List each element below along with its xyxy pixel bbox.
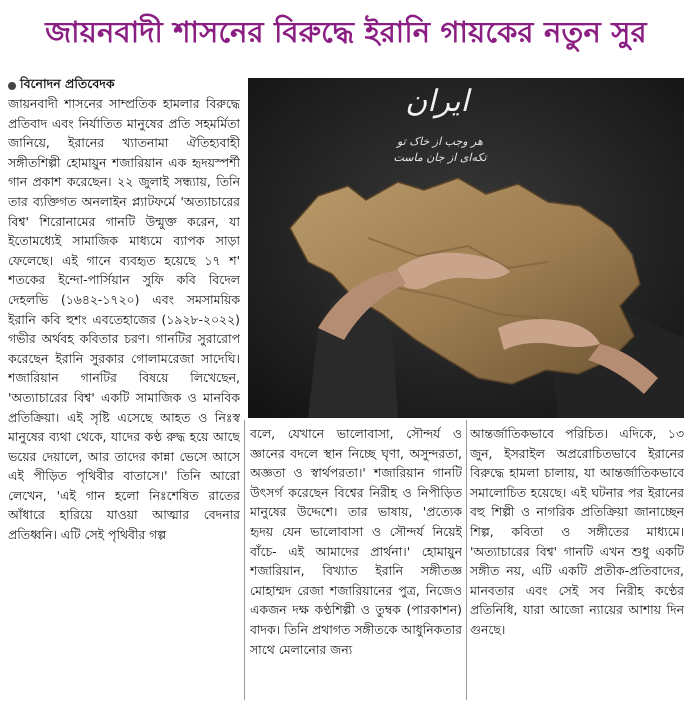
headline: জায়নবাদী শাসনের বিরুদ্ধে ইরানি গায়কের নতুন সুর bbox=[45, 14, 647, 49]
poem-line-1: هر وجب از خاک تو bbox=[397, 135, 483, 148]
poem-line-2: تکه‌ای از جان ماست bbox=[393, 151, 487, 164]
iran-map-embrace-illustration bbox=[248, 78, 684, 418]
article-text-1: জায়নবাদী শাসনের সাম্প্রতিক হামলার বিরুদ্ধে প্রতিবাদ এবং নির্যাতিত মানুষের প্রতি সহমর্মিতা জানিয়ে, ইরানের খ্যাতনামা ঐতিহ্যবাহী সঙ্গীতশিল্পী হোমায়ুন শজারিয়ান এক হৃদয়স্পর্শী গান প্রকাশ করেছেন। ২২ জুলাই সন্ধ্যায়, তিনি তার ব্যক্তিগত অনলাইন প্ল্যাটফর্মে 'অত্যাচারের বিশ্ব' শিরোনামের গানটি উন্মুক্ত করেন, যা ইতোমধ্যেই সামাজিক মাধ্যমে ব্যাপক সাড়া ফেলেছে। এই গানে ব্যবহৃত হয়েছে ১৭ শ' শতকের ইন্দো-পার্সিয়ান সুফি কবি বিদেল দেহলভি (১৬৪২-১৭২০) এবং সমসাময়িক ইরানি কবি হুশং এবতেহাজের (১৯২৮-২০২২) গভীর অর্থবহ কবিতার চরণ। গানটির সুরারোপ করেছেন ইরানি সুরকার গোলামরেজা সাদেঘি। শজারিয়ান গানটির বিষয়ে লিখেছেন, 'অত্যাচারের বিশ্ব' একটি সামাজিক ও মানবিক প্রতিক্রিয়া। এই সৃষ্টি এসেছে আহত ও নিঃস্ব মানুষের ব্যথা থেকে, যাদের কণ্ঠ রুদ্ধ হয়ে আছে ভয়ের দেয়ালে, আর তাদের কান্না ভেসে আসে এই পীড়িত পৃথিবীর বাতাসে।' তিনি আরো লেখেন, 'এই গান হলো নিঃশেষিত রাতের আঁধারে হারিয়ে যাওয়া আত্মার বেদনার প্রতিধ্বনি। এটি সেই পৃথিবীর গল্প bbox=[8, 96, 240, 543]
article-column-3 bbox=[470, 424, 684, 697]
article-column-1 bbox=[8, 94, 240, 697]
article-photo bbox=[248, 78, 684, 418]
byline-text: বিনোদন প্রতিবেদক bbox=[20, 76, 115, 91]
column-divider-2 bbox=[466, 420, 467, 700]
article-column-2 bbox=[250, 424, 462, 697]
article-text-2: বলে, যেখানে ভালোবাসা, সৌন্দর্য ও জ্ঞানের বদলে স্থান নিচ্ছে ঘৃণা, অসুন্দরতা, অজ্ঞতা ও স্বার্থপরতা।' শজারিয়ান গানটি উৎসর্গ করেছেন বিশ্বের নিরীহ ও নিপীড়িত মানুষের উদ্দেশে। তার ভাষায়, 'প্রত্যেক হৃদয় যেন ভালোবাসা ও সৌন্দর্য নিয়েই বাঁচে- এই আমাদের প্রার্থনা।' হোমায়ুন শজারিয়ান, বিখ্যাত ইরানি সঙ্গীতজ্ঞ মোহাম্মদ রেজা শজারিয়ানের পুত্র, নিজেও একজন দক্ষ কণ্ঠশিল্পী ও তুম্বক (পারকাশন) বাদক। তিনি প্রথাগত সঙ্গীতকে আধুনিকতার সাথে মেলানোর জন্য bbox=[250, 426, 462, 657]
article-text-3: আন্তর্জাতিকভাবে পরিচিত। এদিকে, ১৩ জুন, ইসরাইল অপ্ররোচিতভাবে ইরানের বিরুদ্ধে হামলা চালায়, যা আন্তর্জাতিকভাবে সমালোচিত হয়েছে। এই ঘটনার পর ইরানের বহু শিল্পী ও নাগরিক প্রতিক্রিয়া জানাচ্ছেন শিল্প, কবিতা ও সঙ্গীতের মাধ্যমে। 'অত্যাচারের বিশ্ব' গানটি এখন শুধু একটি সঙ্গীত নয়, এটি একটি প্রতীক-প্রতিবাদের, মানবতার এবং সেই সব নিরীহ কণ্ঠের প্রতিনিধি, যারা আজো ন্যায়ের আশায় দিন গুনছে। bbox=[470, 426, 684, 637]
column-divider-1 bbox=[244, 420, 245, 700]
byline bbox=[8, 76, 240, 96]
persian-calligraphy-title: ایران bbox=[405, 84, 469, 119]
bullet-icon bbox=[8, 82, 16, 90]
persian-poem bbox=[340, 134, 540, 166]
